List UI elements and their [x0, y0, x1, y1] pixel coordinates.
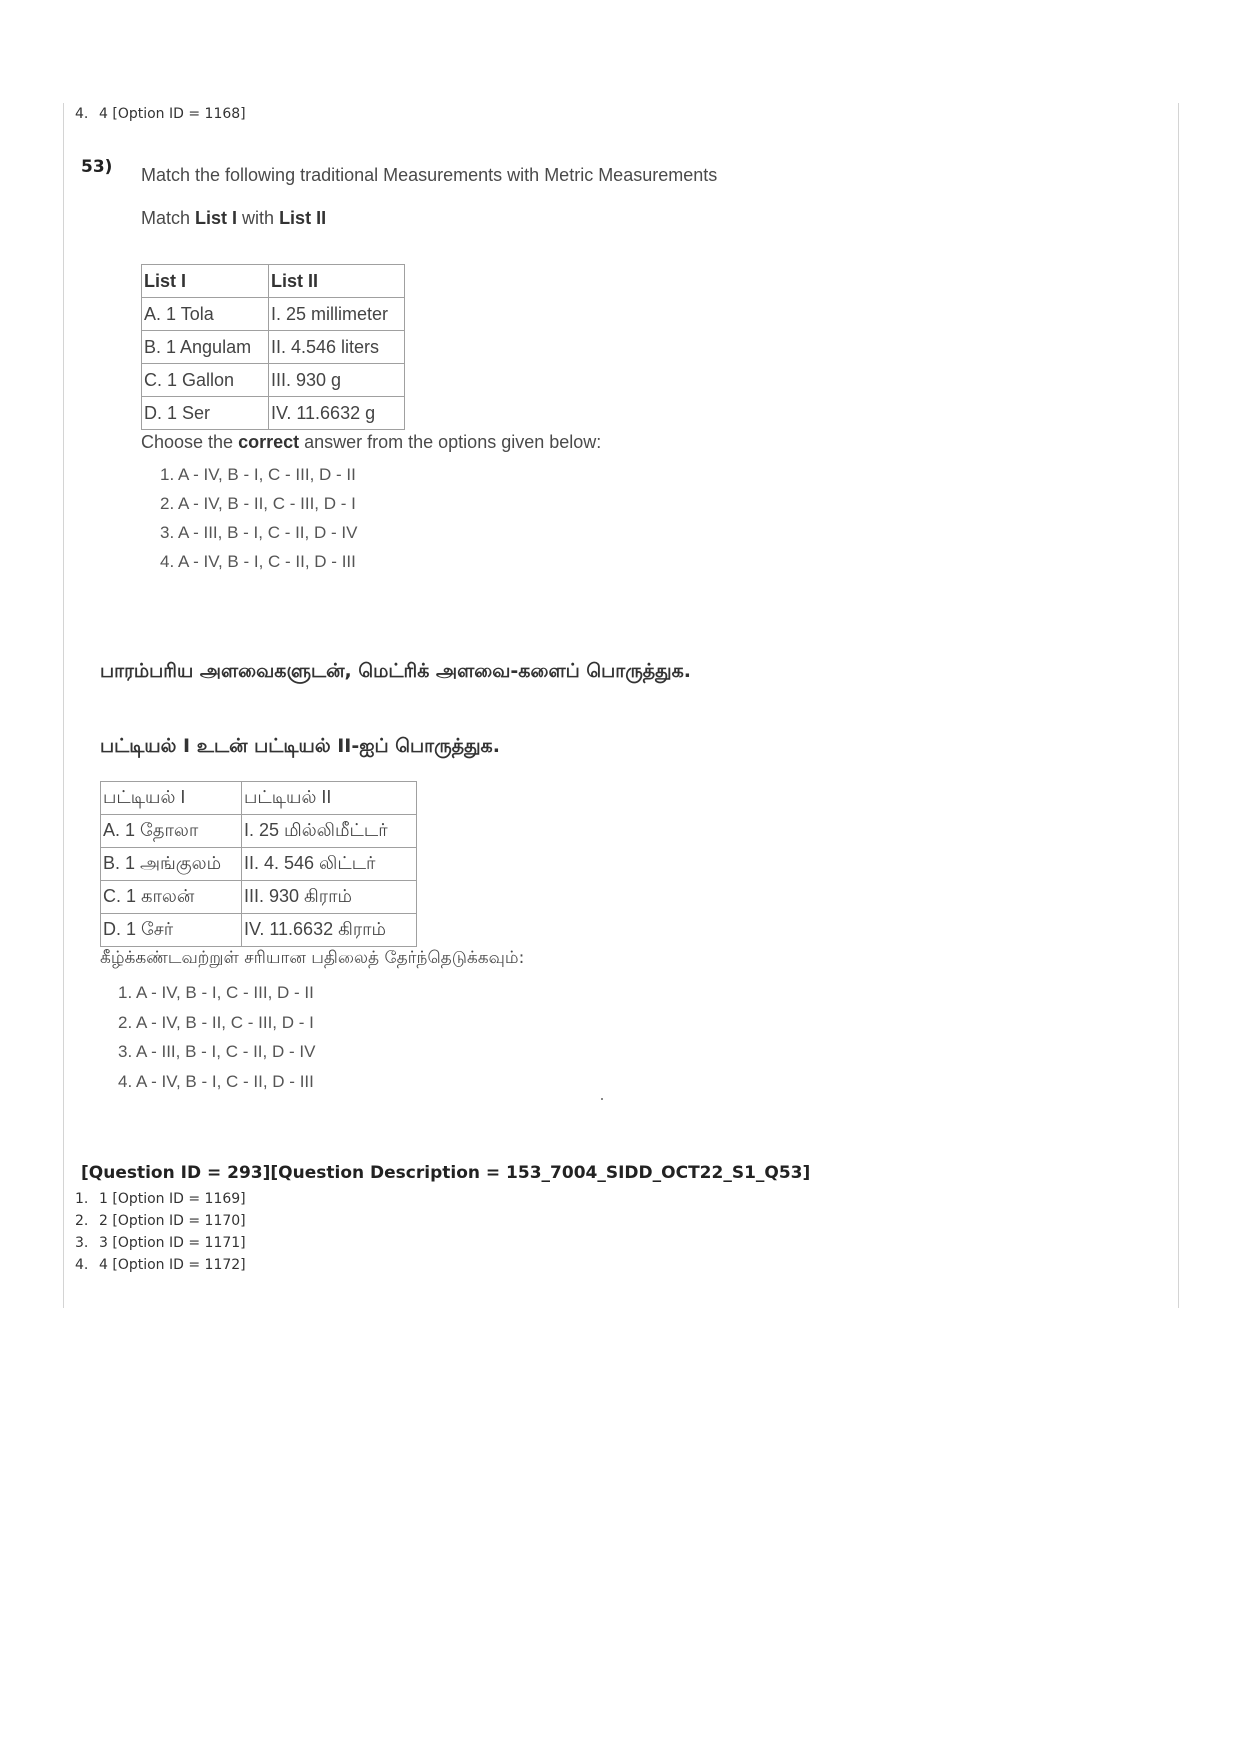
table-row	[142, 397, 405, 430]
table-cell: A. 1 தோலா	[101, 815, 242, 848]
choose-prefix: Choose the	[141, 432, 239, 452]
option-text: 2 [Option ID = 1170]	[99, 1213, 246, 1229]
table-row	[101, 848, 417, 881]
table-header-row	[101, 782, 417, 815]
table-header-cell: List II	[269, 265, 405, 298]
list-one-label: List I	[195, 208, 238, 228]
english-match-table	[141, 264, 405, 430]
table-cell: D. 1 Ser	[142, 397, 269, 430]
stray-dot	[601, 1098, 603, 1100]
table-header-cell: பட்டியல் I	[101, 782, 242, 815]
answer-option	[75, 1213, 246, 1229]
table-row	[142, 298, 405, 331]
match-prefix: Match	[141, 208, 196, 228]
list-two-label: List II	[279, 208, 327, 228]
table-cell: A. 1 Tola	[142, 298, 269, 331]
right-border-line	[1178, 103, 1179, 1308]
table-header-cell: பட்டியல் II	[242, 782, 417, 815]
tamil-question-title: பாரம்பரிய அளவைகளுடன், மெட்ரிக் அளவை-களைப் பொருத்துக.	[100, 660, 692, 682]
choose-bold-word: correct	[238, 432, 300, 452]
option-number: 3.	[75, 1235, 89, 1251]
english-choose-instruction	[141, 432, 601, 453]
choose-suffix: answer from the options given below:	[299, 432, 602, 452]
table-cell: III. 930 g	[269, 364, 405, 397]
tamil-match-instruction: பட்டியல் I உடன் பட்டியல் II-ஐப் பொருத்துக.	[100, 735, 500, 757]
english-match-instruction	[141, 208, 717, 229]
table-header-row	[142, 265, 405, 298]
answer-option	[75, 1257, 246, 1273]
table-cell: D. 1 சேர்	[101, 914, 242, 947]
option-text: 1 [Option ID = 1169]	[99, 1191, 246, 1207]
english-answer-choices	[160, 460, 357, 576]
table-cell: IV. 11.6632 கிராம்	[242, 914, 417, 947]
option-number: 1.	[75, 1191, 89, 1207]
option-text: 4 [Option ID = 1168]	[99, 106, 246, 122]
list-item: 1. A - IV, B - I, C - III, D - II	[160, 465, 356, 484]
list-item: 2. A - IV, B - II, C - III, D - I	[118, 1012, 314, 1032]
option-number: 2.	[75, 1213, 89, 1229]
table-row	[101, 815, 417, 848]
table-cell: B. 1 Angulam	[142, 331, 269, 364]
tamil-answer-choices	[118, 978, 315, 1096]
table-row	[142, 364, 405, 397]
answer-option	[75, 1191, 246, 1207]
list-item: 2. A - IV, B - II, C - III, D - I	[160, 494, 356, 513]
tamil-match-table	[100, 781, 417, 947]
list-item: 1. A - IV, B - I, C - III, D - II	[118, 983, 314, 1002]
table-cell: C. 1 காலன்	[101, 881, 242, 914]
table-cell: II. 4. 546 லிட்டர்	[242, 848, 417, 881]
table-cell: C. 1 Gallon	[142, 364, 269, 397]
answer-option	[75, 1235, 246, 1251]
question-id-line: [Question ID = 293][Question Description = 153_7004_SIDD_OCT22_S1_Q53]	[81, 1163, 811, 1183]
question-number: 53)	[81, 157, 113, 177]
table-row	[101, 914, 417, 947]
option-text: 3 [Option ID = 1171]	[99, 1235, 246, 1251]
table-row	[101, 881, 417, 914]
list-item: 4. A - IV, B - I, C - II, D - III	[160, 552, 356, 571]
table-cell: IV. 11.6632 g	[269, 397, 405, 430]
table-cell: I. 25 millimeter	[269, 298, 405, 331]
table-header-cell: List I	[142, 265, 269, 298]
match-with: with	[237, 208, 280, 228]
option-number: 4.	[75, 1257, 89, 1273]
previous-question-option	[75, 106, 246, 122]
option-text: 4 [Option ID = 1172]	[99, 1257, 246, 1273]
table-cell: II. 4.546 liters	[269, 331, 405, 364]
table-row	[142, 331, 405, 364]
table-cell: III. 930 கிராம்	[242, 881, 417, 914]
left-border-line	[63, 103, 64, 1308]
list-item: 4. A - IV, B - I, C - II, D - III	[118, 1071, 314, 1091]
table-cell: B. 1 அங்குலம்	[101, 848, 242, 881]
table-cell: I. 25 மில்லிமீட்டர்	[242, 815, 417, 848]
list-item: 3. A - III, B - I, C - II, D - IV	[160, 523, 358, 542]
english-question-title: Match the following traditional Measurements with Metric Measurements	[141, 165, 718, 185]
tamil-choose-instruction: கீழ்க்கண்டவற்றுள் சரியான பதிலைத் தேர்ந்தெடுக்கவும்:	[100, 948, 525, 968]
list-item: 3. A - III, B - I, C - II, D - IV	[118, 1042, 316, 1061]
option-number: 4.	[75, 106, 89, 122]
english-question	[141, 165, 717, 229]
